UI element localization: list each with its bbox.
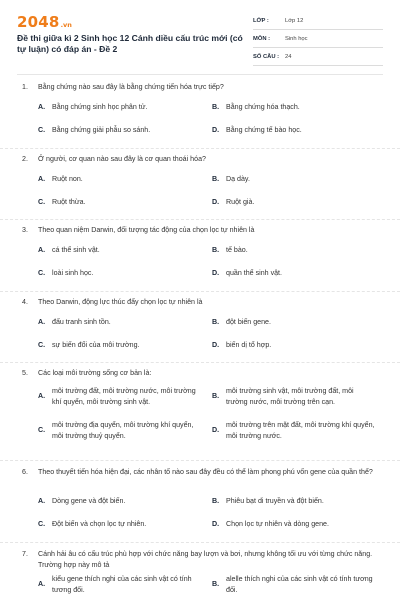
option-text: Ruột non. <box>52 175 83 183</box>
option-label: D. <box>212 341 220 349</box>
option-b[interactable] <box>212 574 376 595</box>
question-1 <box>0 77 400 148</box>
meta-label-socau: SỐ CÂU : <box>253 53 280 60</box>
question-number: 6. <box>22 468 28 476</box>
site-logo[interactable] <box>17 10 72 30</box>
question-number: 7. <box>22 550 28 558</box>
option-b[interactable] <box>212 317 376 328</box>
option-b[interactable] <box>212 174 376 185</box>
option-text: Đột biến và chọn lọc tự nhiên. <box>52 520 147 528</box>
meta-row-socau <box>253 48 383 66</box>
question-text: Các loại môi trường sống cơ bản là: <box>38 369 152 377</box>
option-label: D. <box>212 198 220 206</box>
question-number: 4. <box>22 298 28 306</box>
option-label: B. <box>212 318 220 326</box>
option-label: C. <box>38 198 46 206</box>
option-label: B. <box>212 392 220 401</box>
option-text: Ruột thừa. <box>52 198 86 206</box>
option-label: A. <box>38 318 46 326</box>
option-text: môi trường đất, môi trường nước, môi trường khí quyển, môi trường sinh vật. <box>52 387 196 406</box>
meta-row-lop <box>253 12 383 30</box>
option-c[interactable] <box>38 125 202 136</box>
meta-table <box>253 12 383 66</box>
option-label: A. <box>38 497 46 505</box>
option-a[interactable] <box>38 386 202 407</box>
option-d[interactable] <box>212 197 376 208</box>
question-5 <box>0 362 400 460</box>
option-label: B. <box>212 175 220 183</box>
meta-label-mon: MÔN : <box>253 35 271 42</box>
question-2 <box>0 148 400 219</box>
option-text: Bằng chứng hóa thạch. <box>226 103 300 111</box>
option-text: alelle thích nghi của các sinh vật có tính tương đối. <box>226 575 373 594</box>
meta-value-socau: 24 <box>285 53 292 60</box>
option-d[interactable] <box>212 420 376 441</box>
option-label: C. <box>38 126 46 134</box>
question-4 <box>0 291 400 362</box>
option-text: Ruột già. <box>226 198 255 206</box>
option-text: Chọn lọc tự nhiên và dòng gene. <box>226 520 329 528</box>
option-label: B. <box>212 246 220 254</box>
option-label: A. <box>38 392 46 401</box>
option-label: A. <box>38 175 46 183</box>
logo-main: 2048 <box>17 13 60 31</box>
question-text: Cánh hải âu có cấu trúc phù hợp với chức năng bay lượn và bơi, nhưng không tối ưu với từng chức năng. Trường hợp này mô tả <box>38 550 373 569</box>
option-text: sự biến đổi của môi trường. <box>52 341 140 349</box>
option-label: D. <box>212 126 220 134</box>
option-a[interactable] <box>38 496 202 507</box>
option-a[interactable] <box>38 574 202 595</box>
option-c[interactable] <box>38 268 202 279</box>
option-label: B. <box>212 103 220 111</box>
option-text: loài sinh học. <box>52 269 94 277</box>
meta-label-lop: LỚP : <box>253 17 269 24</box>
option-a[interactable] <box>38 174 202 185</box>
option-text: môi trường sinh vật, môi trường đất, môi trường nước, môi trường trên cạn. <box>226 387 354 406</box>
option-text: môi trường địa quyển, môi trường khí quyển, môi trường thuỷ quyển. <box>52 421 194 440</box>
option-text: Dạ dày. <box>226 175 250 183</box>
option-text: kiểu gene thích nghi của các sinh vật có tính tương đối. <box>52 575 192 594</box>
option-a[interactable] <box>38 317 202 328</box>
option-c[interactable] <box>38 519 202 530</box>
page-title: Đề thi giữa kì 2 Sinh học 12 Cánh diều cấu trúc mới (có tự luận) có đáp án - Đề 2 <box>17 33 243 55</box>
question-text: Theo thuyết tiến hóa hiện đại, các nhân tố nào sau đây đều có thể làm phong phú vốn gene của quần thể? <box>38 468 373 476</box>
page-header <box>0 0 400 74</box>
option-text: Dòng gene và đột biến. <box>52 497 126 505</box>
option-label: C. <box>38 269 46 277</box>
option-d[interactable] <box>212 125 376 136</box>
question-7 <box>0 542 400 600</box>
option-text: cá thể sinh vật. <box>52 246 100 254</box>
option-c[interactable] <box>38 340 202 351</box>
question-text: Theo quan niệm Darwin, đối tượng tác động của chọn lọc tự nhiên là <box>38 226 255 234</box>
option-label: A. <box>38 103 46 111</box>
question-3 <box>0 219 400 291</box>
option-label: D. <box>212 520 220 528</box>
option-label: B. <box>212 497 220 505</box>
meta-value-mon: Sinh học <box>285 35 308 42</box>
option-text: Bằng chứng tế bào học. <box>226 126 302 134</box>
option-label: A. <box>38 246 46 254</box>
option-label: B. <box>212 580 220 589</box>
option-label: C. <box>38 520 46 528</box>
option-label: D. <box>212 426 220 435</box>
option-c[interactable] <box>38 197 202 208</box>
option-b[interactable] <box>212 245 376 256</box>
option-text: Bằng chứng sinh học phân tử. <box>52 103 148 111</box>
option-text: Bằng chứng giải phẫu so sánh. <box>52 126 151 134</box>
option-b[interactable] <box>212 496 376 507</box>
option-text: tế bào. <box>226 246 248 254</box>
question-list <box>0 77 400 600</box>
option-text: đấu tranh sinh tồn. <box>52 318 111 326</box>
question-number: 1. <box>22 83 28 91</box>
question-number: 3. <box>22 226 28 234</box>
question-6 <box>0 460 400 542</box>
option-label: C. <box>38 341 46 349</box>
question-number: 2. <box>22 155 28 163</box>
option-label: D. <box>212 269 220 277</box>
meta-row-mon <box>253 30 383 48</box>
option-text: Phiêu bạt di truyền và đột biến. <box>226 497 324 505</box>
option-d[interactable] <box>212 268 376 279</box>
question-number: 5. <box>22 369 28 377</box>
header-divider <box>17 74 383 75</box>
option-d[interactable] <box>212 519 376 530</box>
question-text: Theo Darwin, động lực thúc đẩy chọn lọc tự nhiên là <box>38 298 203 306</box>
option-label: C. <box>38 426 46 435</box>
logo-sub: .vn <box>60 21 72 29</box>
option-c[interactable] <box>38 420 202 441</box>
option-b[interactable] <box>212 386 376 407</box>
meta-value-lop: Lớp 12 <box>285 17 304 24</box>
option-label: A. <box>38 580 46 589</box>
question-text: Ở người, cơ quan nào sau đây là cơ quan thoái hóa? <box>38 155 206 163</box>
option-text: đột biến gene. <box>226 318 271 326</box>
option-text: môi trường trên mặt đất, môi trường khí quyển, môi trường nước. <box>226 421 375 440</box>
option-a[interactable] <box>38 245 202 256</box>
option-text: quần thể sinh vật. <box>226 269 283 277</box>
option-b[interactable] <box>212 102 376 113</box>
option-d[interactable] <box>212 340 376 351</box>
question-text: Bằng chứng nào sau đây là bằng chứng tiến hóa trực tiếp? <box>38 83 224 91</box>
option-a[interactable] <box>38 102 202 113</box>
option-text: biến dị tổ hợp. <box>226 341 272 349</box>
